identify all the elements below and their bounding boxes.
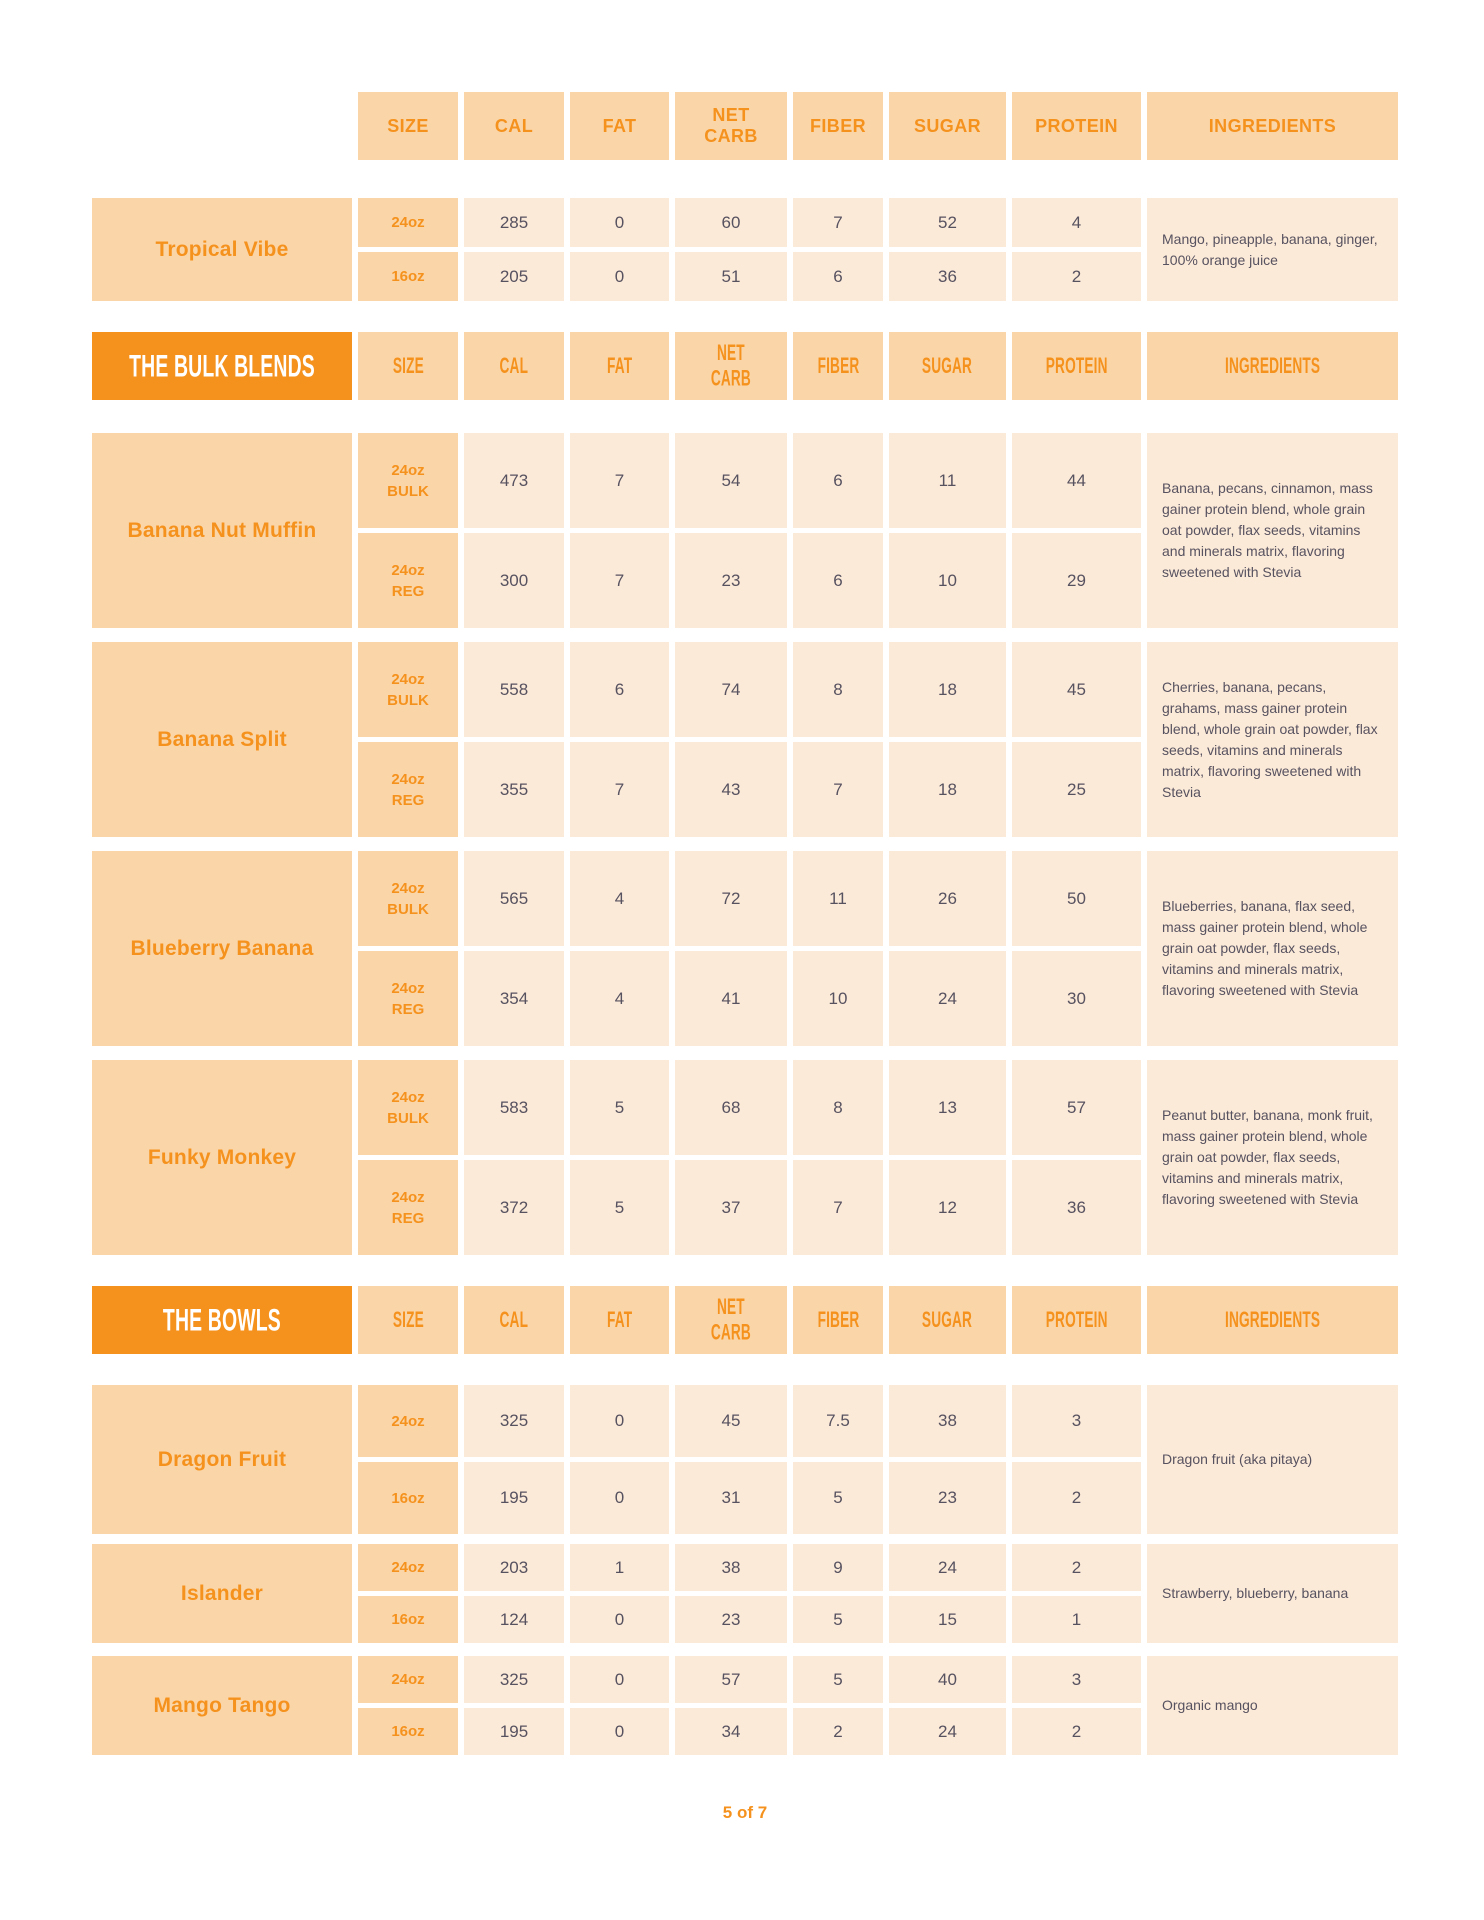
cal-value: 124 (464, 1596, 564, 1643)
sugar-value: 23 (889, 1462, 1006, 1534)
size-cell: 24oz (358, 1544, 458, 1591)
column-header-fat: FAT (570, 1286, 669, 1354)
net-carb-value: 54 (675, 433, 787, 528)
column-header-size: SIZE (358, 1286, 458, 1354)
size-cell: 24oz REG (358, 742, 458, 837)
protein-value: 36 (1012, 1160, 1141, 1255)
column-header-protein: PROTEIN (1012, 92, 1141, 160)
cal-value: 565 (464, 851, 564, 946)
cal-value: 195 (464, 1708, 564, 1755)
sugar-value: 24 (889, 951, 1006, 1046)
net-carb-value: 38 (675, 1544, 787, 1591)
protein-value: 3 (1012, 1385, 1141, 1457)
item-row-islander (92, 1544, 1398, 1643)
fiber-value: 5 (793, 1462, 883, 1534)
ingredients-cell: Banana, pecans, cinnamon, mass gainer protein blend, whole grain oat powder, flax seeds, vitamins and minerals matrix, flavoring sweetened with Stevia (1147, 433, 1398, 628)
protein-value: 29 (1012, 533, 1141, 628)
column-header-size: SIZE (358, 332, 458, 400)
fiber-value: 7 (793, 198, 883, 247)
protein-value: 3 (1012, 1656, 1141, 1703)
column-header-size: SIZE (358, 92, 458, 160)
net-carb-value: 60 (675, 198, 787, 247)
column-header-fiber: FIBER (793, 1286, 883, 1354)
fiber-value: 5 (793, 1656, 883, 1703)
size-cell: 16oz (358, 1708, 458, 1755)
size-cell: 16oz (358, 252, 458, 301)
protein-value: 2 (1012, 252, 1141, 301)
ingredients-cell: Peanut butter, banana, monk fruit, mass gainer protein blend, whole grain oat powder, flax seeds, vitamins and minerals matrix, flavoring sweetened with Stevia (1147, 1060, 1398, 1255)
size-cell: 24oz (358, 1385, 458, 1457)
item-name: Blueberry Banana (92, 851, 352, 1046)
item-row-banana-nut-muffin (92, 433, 1398, 628)
protein-value: 2 (1012, 1544, 1141, 1591)
sugar-value: 12 (889, 1160, 1006, 1255)
fiber-value: 9 (793, 1544, 883, 1591)
fiber-value: 7.5 (793, 1385, 883, 1457)
protein-value: 50 (1012, 851, 1141, 946)
net-carb-value: 74 (675, 642, 787, 737)
item-name: Tropical Vibe (92, 198, 352, 301)
fat-value: 0 (570, 1385, 669, 1457)
fiber-value: 10 (793, 951, 883, 1046)
column-header-fat: FAT (570, 332, 669, 400)
sugar-value: 24 (889, 1708, 1006, 1755)
column-header-ingredients: INGREDIENTS (1147, 332, 1398, 400)
column-header-sugar: SUGAR (889, 92, 1006, 160)
fat-value: 7 (570, 433, 669, 528)
size-cell: 24oz BULK (358, 851, 458, 946)
fat-value: 7 (570, 742, 669, 837)
fiber-value: 7 (793, 742, 883, 837)
column-header-protein: PROTEIN (1012, 332, 1141, 400)
net-carb-value: 41 (675, 951, 787, 1046)
fat-value: 0 (570, 1596, 669, 1643)
cal-value: 205 (464, 252, 564, 301)
size-cell: 16oz (358, 1596, 458, 1643)
size-cell: 24oz (358, 1656, 458, 1703)
item-name: Funky Monkey (92, 1060, 352, 1255)
net-carb-value: 68 (675, 1060, 787, 1155)
item-name: Mango Tango (92, 1656, 352, 1755)
fat-value: 4 (570, 851, 669, 946)
net-carb-value: 34 (675, 1708, 787, 1755)
ingredients-cell: Dragon fruit (aka pitaya) (1147, 1385, 1398, 1534)
fiber-value: 11 (793, 851, 883, 946)
fat-value: 0 (570, 252, 669, 301)
fat-value: 0 (570, 198, 669, 247)
cal-value: 354 (464, 951, 564, 1046)
section-title-bowls: THE BOWLS (92, 1286, 352, 1354)
item-name: Islander (92, 1544, 352, 1643)
sugar-value: 11 (889, 433, 1006, 528)
fat-value: 5 (570, 1160, 669, 1255)
net-carb-value: 45 (675, 1385, 787, 1457)
size-cell: 24oz (358, 198, 458, 247)
sugar-value: 24 (889, 1544, 1006, 1591)
column-header-fiber: FIBER (793, 92, 883, 160)
cal-value: 195 (464, 1462, 564, 1534)
protein-value: 4 (1012, 198, 1141, 247)
protein-value: 30 (1012, 951, 1141, 1046)
net-carb-value: 31 (675, 1462, 787, 1534)
fiber-value: 8 (793, 1060, 883, 1155)
nutrition-table (92, 92, 1398, 1755)
cal-value: 300 (464, 533, 564, 628)
size-cell: 24oz BULK (358, 433, 458, 528)
column-header-net-carb: NET CARB (675, 1286, 787, 1354)
ingredients-cell: Blueberries, banana, flax seed, mass gainer protein blend, whole grain oat powder, flax seeds, vitamins and minerals matrix, flavoring sweetened with Stevia (1147, 851, 1398, 1046)
fiber-value: 6 (793, 252, 883, 301)
column-header-protein: PROTEIN (1012, 1286, 1141, 1354)
fiber-value: 8 (793, 642, 883, 737)
protein-value: 25 (1012, 742, 1141, 837)
fat-value: 0 (570, 1656, 669, 1703)
size-cell: 24oz REG (358, 1160, 458, 1255)
cal-value: 285 (464, 198, 564, 247)
protein-value: 45 (1012, 642, 1141, 737)
fat-value: 6 (570, 642, 669, 737)
ingredients-cell: Organic mango (1147, 1656, 1398, 1755)
net-carb-value: 37 (675, 1160, 787, 1255)
cal-value: 355 (464, 742, 564, 837)
section-header-bowls (92, 1286, 1398, 1354)
sugar-value: 40 (889, 1656, 1006, 1703)
sugar-value: 18 (889, 742, 1006, 837)
fat-value: 5 (570, 1060, 669, 1155)
size-cell: 24oz BULK (358, 1060, 458, 1155)
cal-value: 473 (464, 433, 564, 528)
ingredients-cell: Cherries, banana, pecans, grahams, mass gainer protein blend, whole grain oat powder, flax seeds, vitamins and minerals matrix, flavoring sweetened with Stevia (1147, 642, 1398, 837)
size-cell: 24oz REG (358, 533, 458, 628)
protein-value: 1 (1012, 1596, 1141, 1643)
fiber-value: 7 (793, 1160, 883, 1255)
fiber-value: 6 (793, 433, 883, 528)
sugar-value: 18 (889, 642, 1006, 737)
column-header-sugar: SUGAR (889, 1286, 1006, 1354)
protein-value: 2 (1012, 1708, 1141, 1755)
cal-value: 325 (464, 1656, 564, 1703)
protein-value: 57 (1012, 1060, 1141, 1155)
page-number: 5 of 7 (722, 1803, 768, 1822)
column-header-cal: CAL (464, 92, 564, 160)
cal-value: 325 (464, 1385, 564, 1457)
net-carb-value: 43 (675, 742, 787, 837)
fat-value: 4 (570, 951, 669, 1046)
sugar-value: 26 (889, 851, 1006, 946)
column-header-row-top (92, 92, 1398, 160)
cal-value: 372 (464, 1160, 564, 1255)
column-header-fiber: FIBER (793, 332, 883, 400)
fiber-value: 5 (793, 1596, 883, 1643)
sugar-value: 52 (889, 198, 1006, 247)
column-header-net-carb: NET CARB (675, 332, 787, 400)
column-header-ingredients: INGREDIENTS (1147, 92, 1398, 160)
fiber-value: 6 (793, 533, 883, 628)
sugar-value: 15 (889, 1596, 1006, 1643)
item-row-tropical-vibe (92, 198, 1398, 301)
fat-value: 0 (570, 1708, 669, 1755)
cal-value: 203 (464, 1544, 564, 1591)
item-name: Banana Split (92, 642, 352, 837)
net-carb-value: 23 (675, 1596, 787, 1643)
cal-value: 583 (464, 1060, 564, 1155)
section-title-bulk-blends: THE BULK BLENDS (92, 332, 352, 400)
size-cell: 24oz BULK (358, 642, 458, 737)
item-row-funky-monkey (92, 1060, 1398, 1255)
net-carb-value: 57 (675, 1656, 787, 1703)
header-spacer (92, 92, 352, 160)
cal-value: 558 (464, 642, 564, 737)
item-name: Dragon Fruit (92, 1385, 352, 1534)
section-header-bulk-blends (92, 332, 1398, 400)
ingredients-cell: Mango, pineapple, banana, ginger, 100% orange juice (1147, 198, 1398, 301)
column-header-sugar: SUGAR (889, 332, 1006, 400)
sugar-value: 36 (889, 252, 1006, 301)
column-header-net-carb: NET CARB (675, 92, 787, 160)
fat-value: 0 (570, 1462, 669, 1534)
column-header-cal: CAL (464, 332, 564, 400)
ingredients-cell: Strawberry, blueberry, banana (1147, 1544, 1398, 1643)
size-cell: 16oz (358, 1462, 458, 1534)
net-carb-value: 72 (675, 851, 787, 946)
item-row-banana-split (92, 642, 1398, 837)
fat-value: 1 (570, 1544, 669, 1591)
protein-value: 2 (1012, 1462, 1141, 1534)
fiber-value: 2 (793, 1708, 883, 1755)
column-header-fat: FAT (570, 92, 669, 160)
net-carb-value: 51 (675, 252, 787, 301)
item-row-mango-tango (92, 1656, 1398, 1755)
column-header-cal: CAL (464, 1286, 564, 1354)
size-cell: 24oz REG (358, 951, 458, 1046)
sugar-value: 10 (889, 533, 1006, 628)
net-carb-value: 23 (675, 533, 787, 628)
fat-value: 7 (570, 533, 669, 628)
item-row-blueberry-banana (92, 851, 1398, 1046)
sugar-value: 38 (889, 1385, 1006, 1457)
sugar-value: 13 (889, 1060, 1006, 1155)
item-name: Banana Nut Muffin (92, 433, 352, 628)
item-row-dragon-fruit (92, 1385, 1398, 1534)
column-header-ingredients: INGREDIENTS (1147, 1286, 1398, 1354)
protein-value: 44 (1012, 433, 1141, 528)
